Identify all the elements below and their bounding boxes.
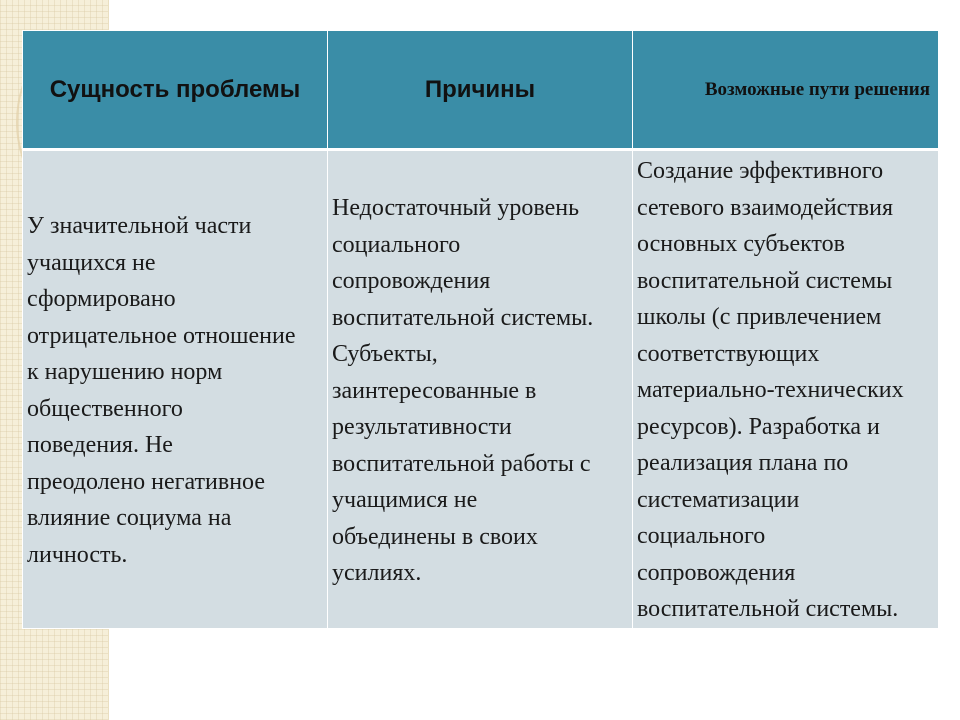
cell-causes: Недостаточный уровень социального сопровождения воспитательной системы. Субъекты, заинтересованные в результативности воспитательной работы с учащимися не объединены в своих усилиях. (328, 150, 633, 629)
cell-problem-essence: У значительной части учащихся не сформировано отрицательное отношение к нарушению норм общественного поведения. Не преодолено негативное влияние социума на личность. (23, 150, 328, 629)
cell-possible-solutions: Создание эффективного сетевого взаимодействия основных субъектов воспитательной системы школы (с привлечением соответствующих материально-технических ресурсов). Разработка и реализация плана по систематизации социального сопровождения воспитательной системы. (633, 150, 939, 629)
header-problem-essence: Сущность проблемы (23, 31, 328, 150)
table-header-row (23, 31, 939, 150)
header-causes: Причины (328, 31, 633, 150)
problems-table-container (22, 30, 938, 628)
header-possible-solutions: Возможные пути решения (633, 31, 939, 150)
table-row (23, 150, 939, 629)
problems-table (22, 30, 939, 629)
